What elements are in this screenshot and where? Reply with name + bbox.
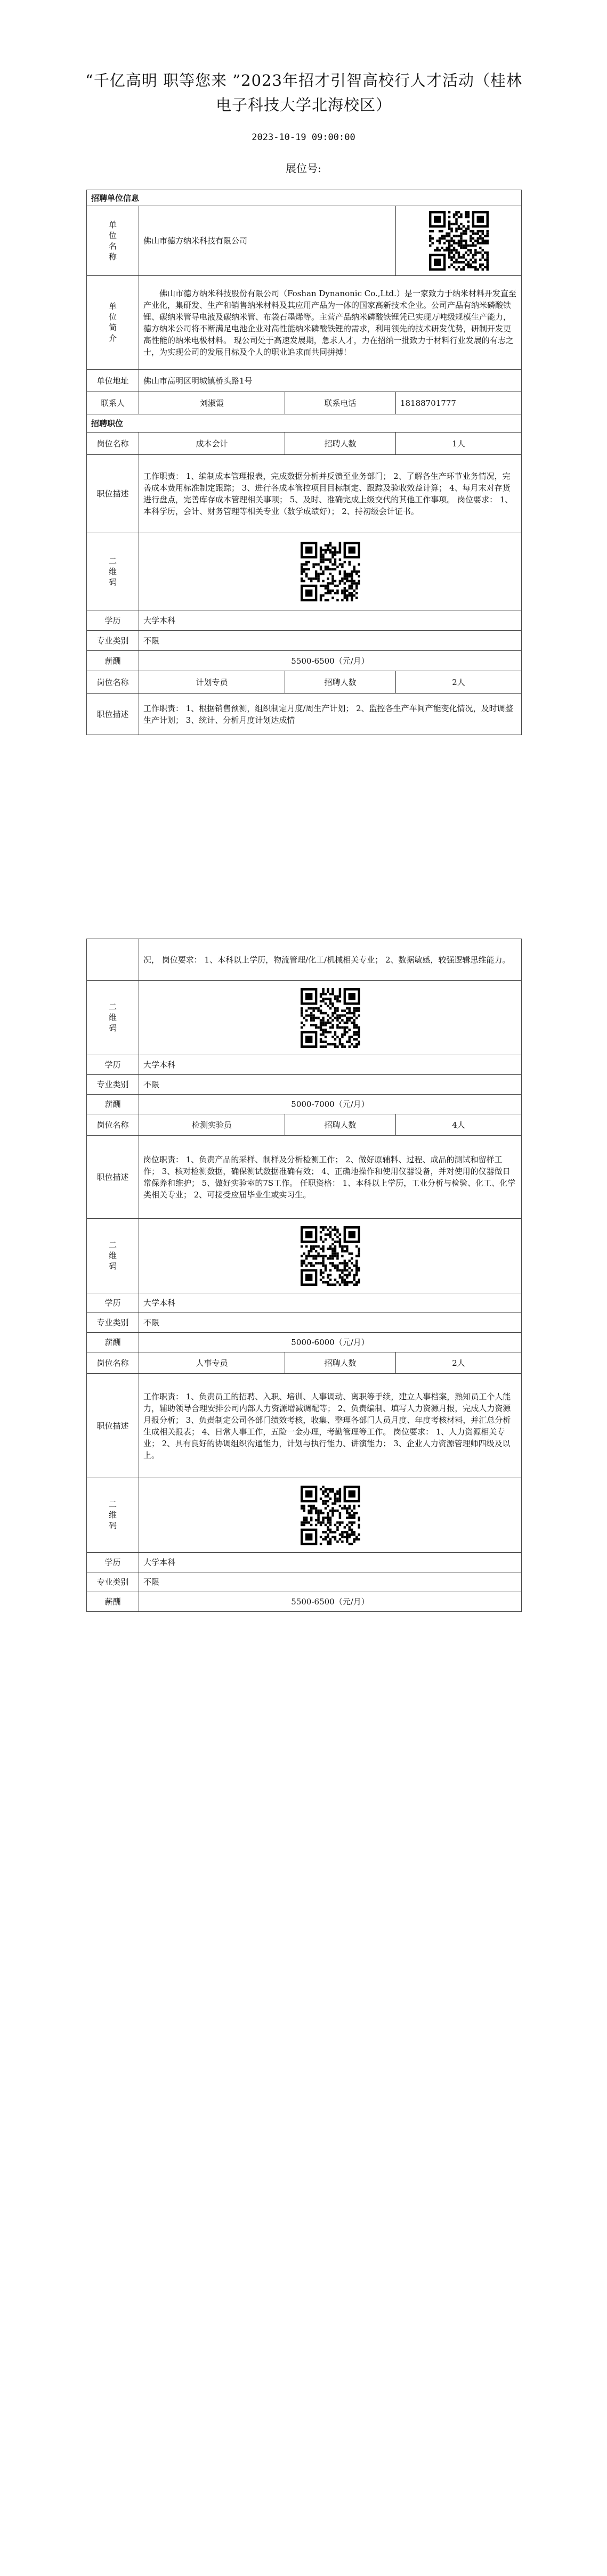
job-name-label: 岗位名称 [87, 1114, 139, 1136]
job-qr-label: 二维码 [87, 1478, 139, 1553]
job-qr-code-icon [301, 542, 360, 601]
job-desc-label: 职位描述 [87, 1136, 139, 1219]
job-desc-continued-label [87, 939, 139, 981]
salary-label: 薪酬 [87, 651, 139, 671]
job-desc-label: 职位描述 [87, 694, 139, 735]
headcount-label: 招聘人数 [285, 671, 396, 694]
salary-label: 薪酬 [87, 1095, 139, 1114]
education-value: 大学本科 [139, 1553, 522, 1572]
job-title: 成本会计 [139, 433, 285, 455]
company-qr-cell [396, 206, 522, 276]
job-desc-text: 工作职责： 1、负责员工的招聘、入职、培训、人事调动、离职等手续，建立人事档案，熟知员工个人能力，辅助领导合理安排公司内部人力资源增减调配等； 2、负责编制、填写人力资源月报，完成人力资源月报分析； 3、负责制定公司各部门绩效考核，收集、整理各部门人员月度、年度考核材料，并汇总分析生成相关报表； 4、日常人事工作，五险一金办理，考勤管理等工作。 岗位要求： 1、人力资源相关专业； 2、具有良好的协调组织沟通能力，计划与执行能力、讲演能力； 3、企业人力资源管理师四级及以上。 [139, 1374, 522, 1478]
contact-name: 刘淑霞 [139, 392, 285, 414]
major-label: 专业类别 [87, 631, 139, 651]
job-title: 检测实验员 [139, 1114, 285, 1136]
unit-address-value: 佛山市高明区明城镇桥头路1号 [139, 370, 522, 392]
booth-number: 展位号: [286, 162, 321, 175]
job-desc-text-continued: 况， 岗位要求： 1、本科以上学历，物流管理/化工/机械相关专业； 2、数据敏感，较强逻辑思维能力。 [139, 939, 522, 981]
job-desc-text: 工作职责： 1、根据销售预测，组织制定月度/周生产计划； 2、监控各生产车间产能变化情况，及时调整生产计划； 3、统计、分析月度计划达成情 [139, 694, 522, 735]
job-name-label: 岗位名称 [87, 671, 139, 694]
salary-value: 5500-6500（元/月） [139, 651, 522, 671]
major-label: 专业类别 [87, 1572, 139, 1592]
section-jobs: 招聘职位 [87, 414, 522, 433]
job-headcount: 1人 [396, 433, 522, 455]
education-value: 大学本科 [139, 610, 522, 631]
job-headcount: 2人 [396, 671, 522, 694]
job-qr-cell [139, 981, 522, 1055]
section-unit-info: 招聘单位信息 [87, 190, 522, 206]
recruitment-sheet-page-2 [86, 939, 522, 1612]
job-qr-label: 二维码 [87, 981, 139, 1055]
education-label: 学历 [87, 610, 139, 631]
job-headcount: 2人 [396, 1352, 522, 1374]
job-qr-cell [139, 1478, 522, 1553]
salary-value: 5500-6500（元/月） [139, 1592, 522, 1612]
headcount-label: 招聘人数 [285, 1352, 396, 1374]
job-desc-label: 职位描述 [87, 1374, 139, 1478]
contact-phone-value: 18188701777 [396, 392, 522, 414]
education-label: 学历 [87, 1293, 139, 1313]
job-qr-code-icon [301, 1486, 360, 1545]
unit-name-value: 佛山市德方纳米科技有限公司 [139, 206, 396, 276]
education-label: 学历 [87, 1553, 139, 1572]
job-desc-text: 工作职责： 1、编制成本管理报表，完成数据分析并反馈至业务部门； 2、了解各生产环节业务情况，完善成本费用标准制定跟踪； 3、进行各成本管控项目目标制定、跟踪及验收效益计算； 4、每月末对存货进行盘点，完善库存成本管理相关事项； 5、及时、准确完成上级交代的其他工作事项。 岗位要求： 1、本科学历，会计、财务管理等相关专业（数学成绩好）； 2、持初级会计证书。 [139, 455, 522, 533]
education-label: 学历 [87, 1055, 139, 1075]
salary-value: 5000-7000（元/月） [139, 1095, 522, 1114]
job-name-label: 岗位名称 [87, 1352, 139, 1374]
job-qr-cell [139, 533, 522, 610]
major-label: 专业类别 [87, 1313, 139, 1333]
unit-intro-label: 单位简介 [87, 276, 139, 370]
unit-name-label: 单位名称 [87, 206, 139, 276]
salary-value: 5000-6000（元/月） [139, 1333, 522, 1352]
job-title: 人事专员 [139, 1352, 285, 1374]
unit-address-label: 单位地址 [87, 370, 139, 392]
salary-label: 薪酬 [87, 1333, 139, 1352]
job-title: 计划专员 [139, 671, 285, 694]
job-desc-text: 岗位职责： 1、负责产品的采样、制样及分析检测工作； 2、做好原辅料、过程、成品的测试和留样工作； 3、核对检测数据，确保测试数据准确有效； 4、正确地操作和使用仪器设备，并对使用的仪器做日常保养和维护； 5、做好实验室的7S工作。 任职资格： 1、本科以上学历，工业分析与检验、化工、化学类相关专业； 2、可接受应届毕业生或实习生。 [139, 1136, 522, 1219]
job-desc-label: 职位描述 [87, 455, 139, 533]
contact-label: 联系人 [87, 392, 139, 414]
fair-title: “千亿高明 职等您来 ”2023年招才引智高校行人才活动（桂林电子科技大学北海校区） [85, 71, 522, 114]
unit-intro-text: 佛山市德方纳米科技股份有限公司（Foshan Dynanonic Co.,Ltd.）是一家致力于纳米材料开发直至产业化，集研发、生产和销售纳米材料及其应用产品为一体的国家高新技术企业。公司产品有纳米磷酸铁锂、碳纳米管导电液及碳纳米管、布袋石墨烯等。主营产品纳米磷酸铁锂凭已实现万吨级规模生产能力，德方纳米公司将不断满足电池企业对高性能纳米磷酸铁锂的需求，利用领先的技术研发优势，研制开发更高性能的纳米电极材料。 现公司处于高速发展期，急求人才，力在招纳一批致力于材料行业发展的有志之士，为实现公司的发展目标及个人的职业追求而共同拼搏！ [139, 276, 522, 370]
headcount-label: 招聘人数 [285, 433, 396, 455]
job-headcount: 4人 [396, 1114, 522, 1136]
major-value: 不限 [139, 1572, 522, 1592]
job-name-label: 岗位名称 [87, 433, 139, 455]
headcount-label: 招聘人数 [285, 1114, 396, 1136]
recruitment-sheet-page-1 [86, 190, 522, 735]
major-value: 不限 [139, 631, 522, 651]
job-qr-label: 二维码 [87, 1219, 139, 1293]
salary-label: 薪酬 [87, 1592, 139, 1612]
contact-phone-label: 联系电话 [285, 392, 396, 414]
company-qr-code-icon [429, 211, 489, 271]
fair-datetime: 2023-10-19 09:00:00 [252, 132, 355, 143]
job-qr-label: 二维码 [87, 533, 139, 610]
education-value: 大学本科 [139, 1055, 522, 1075]
education-value: 大学本科 [139, 1293, 522, 1313]
major-value: 不限 [139, 1313, 522, 1333]
major-value: 不限 [139, 1075, 522, 1095]
job-qr-cell [139, 1219, 522, 1293]
job-qr-code-icon [301, 1226, 360, 1286]
major-label: 专业类别 [87, 1075, 139, 1095]
job-qr-code-icon [301, 988, 360, 1048]
